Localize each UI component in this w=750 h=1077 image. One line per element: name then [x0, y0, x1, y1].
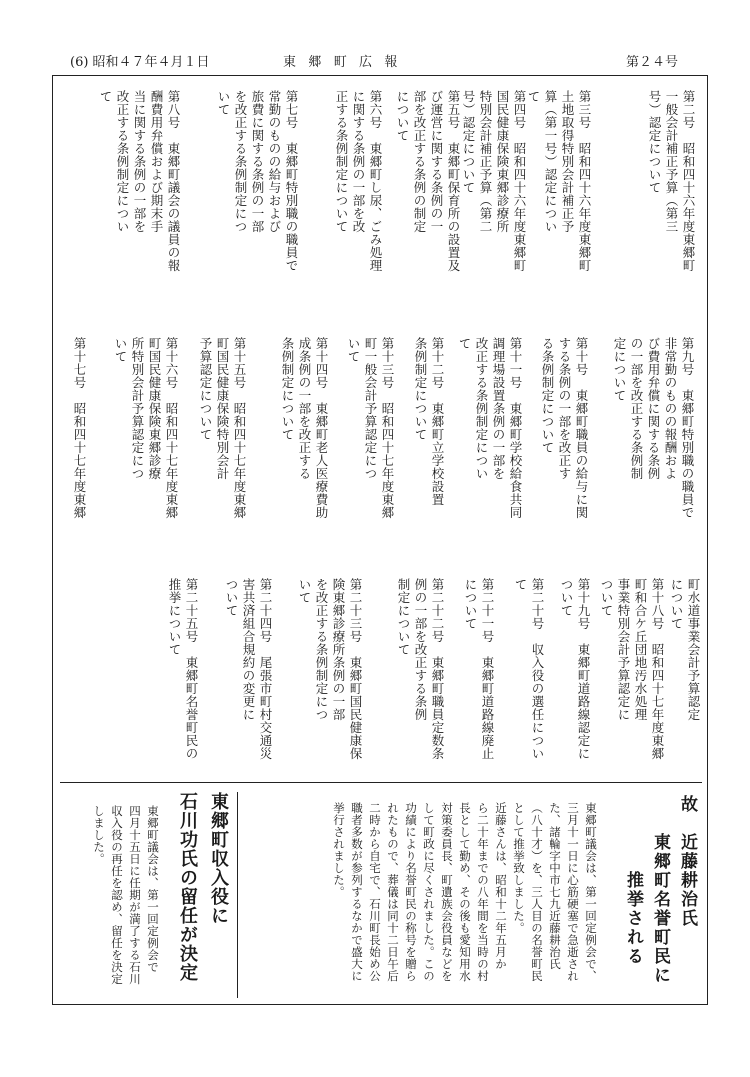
agenda-item: 第十七号 昭和四十七年度東郷 [72, 337, 87, 519]
agenda-item: 第十号 東郷町職員の給与に関 する条例の一部を改正す る条例制定について [540, 337, 589, 519]
agenda-item: 第二号 昭和四十六年度東郷町 一般会計補正予算（第三 号）認定について [647, 90, 696, 272]
agenda-item: 第十九号 東郷町道路線認定に ついて [559, 578, 591, 760]
agenda-item: 第十六号 昭和四十七年度東郷 町国民健康保険東郷診療 所特別会計予算認定につ いて [113, 337, 179, 519]
agenda-item: 第二十五号 東郷町名誉町民の 推挙について [167, 578, 199, 760]
article-body: 東郷町議会は、第一回定例会で 四月十五日に任期が満了する石川 収入役の再任を認め、留任を決定 しました。 [92, 805, 160, 985]
article-title: 東郷町収入役に 石川功氏の留任が決定 [177, 792, 229, 982]
section-rule [60, 782, 702, 783]
agenda-item: 第十三号 昭和四十七年度東郷 町一般会計予算認定につ いて [346, 337, 395, 519]
issue-date: (6) 昭和４７年４月１日 [70, 55, 210, 70]
agenda-item: 第二十四号 尾張市町村交通災 害共済組合規約の変更に ついて [224, 578, 273, 760]
agenda-item: 第二十二号 東郷町職員定数条 例の一部を改正する条例 制定について [396, 578, 445, 760]
agenda-item: 町水道事業会計予算認定 について [669, 578, 701, 721]
agenda-item: 第二十一号 東郷町道路線廃止 について [463, 578, 495, 760]
agenda-item: 第五号 東郷町保育所の設置及 び運営に関する条例の一 部を改正する条例の制定 について [395, 90, 461, 272]
agenda-item: 第十八号 昭和四十七年度東郷 町和合ケ丘団地汚水処理 事業特別会計予算認定に ついて [599, 578, 665, 760]
newsletter-title: 東郷町広報 [283, 55, 410, 70]
agenda-item: 第六号 東郷町し尿、ごみ処理 に関する条例の一部を改 正する条例制定について [334, 90, 383, 272]
agenda-item: 第七号 東郷町特別職の職員で 常勤のものの給与および 旅費に関する条例の一部 を改正する条例制定につ いて [216, 90, 299, 272]
frame-left [52, 75, 53, 1005]
agenda-item: 第三号 昭和四十六年度東郷町 土地取得特別会計補正予 算（第一号）認定につい て [526, 90, 592, 272]
agenda-item: 第九号 東郷町特別職の職員で 非常勤のものの報酬およ び費用弁償に関する条例 の一部を改正する条例制 定について [612, 337, 695, 519]
agenda-item: 第十二号 東郷町立学校設置 条例制定について [413, 337, 445, 506]
header-rule [52, 75, 708, 76]
agenda-item: 第二十号 収入役の選任につい て [513, 578, 545, 760]
agenda-item: 第四号 昭和四十六年度東郷町 国民健康保険東郷診療所 特別会計補正予算（第二 号）認定について [461, 90, 527, 272]
article-body: 東郷町議会は、第一回定例会で、 三月十一日に心筋硬塞で急逝され た、諸輪字中市七九近藤耕治氏 （八十才）を、三人目の名誉町民 として推挙致しました。 近藤さんは、昭和十二年五月か ら二十年までの八年間を当時の村 長として勤め、その後も愛知用水 対策委員長、町遺族会役員などを して町政に尽くされました。この 功績により名誉町民の称号を贈ら れたもので、葬儀は同十二日午后 二時から自宅で、石川町長始め公 職者多数が参列するなかで盛大に 挙行されました。 [332, 802, 598, 982]
agenda-item: 第十一号 東郷町学校給食共同 調理場設置条例の一部を 改正する条例制定につい て [457, 337, 523, 519]
agenda-item: 第二十三号 東郷町国民健康保 険東郷診療所条例の一部 を改正する条例制定につ いて [297, 578, 363, 760]
agenda-item: 第十四号 東郷町老人医療費助 成条例の一部を改正する 条例制定について [280, 337, 329, 519]
article-divider [237, 792, 238, 998]
issue-number: 第２４号 [625, 55, 678, 70]
frame-bottom [52, 1004, 708, 1005]
agenda-item: 第八号 東郷町議会の議員の報 酬費用弁償および期末手 当に関する条例の一部を 改正する条例制定につい て [98, 90, 181, 272]
frame-right [707, 75, 708, 1005]
agenda-item: 第十五号 昭和四十七年度東郷 町国民健康保険特別会計 予算認定について [198, 337, 247, 519]
article-title: 故 近藤耕治氏 東郷町名誉町民に 推挙される [623, 795, 697, 985]
